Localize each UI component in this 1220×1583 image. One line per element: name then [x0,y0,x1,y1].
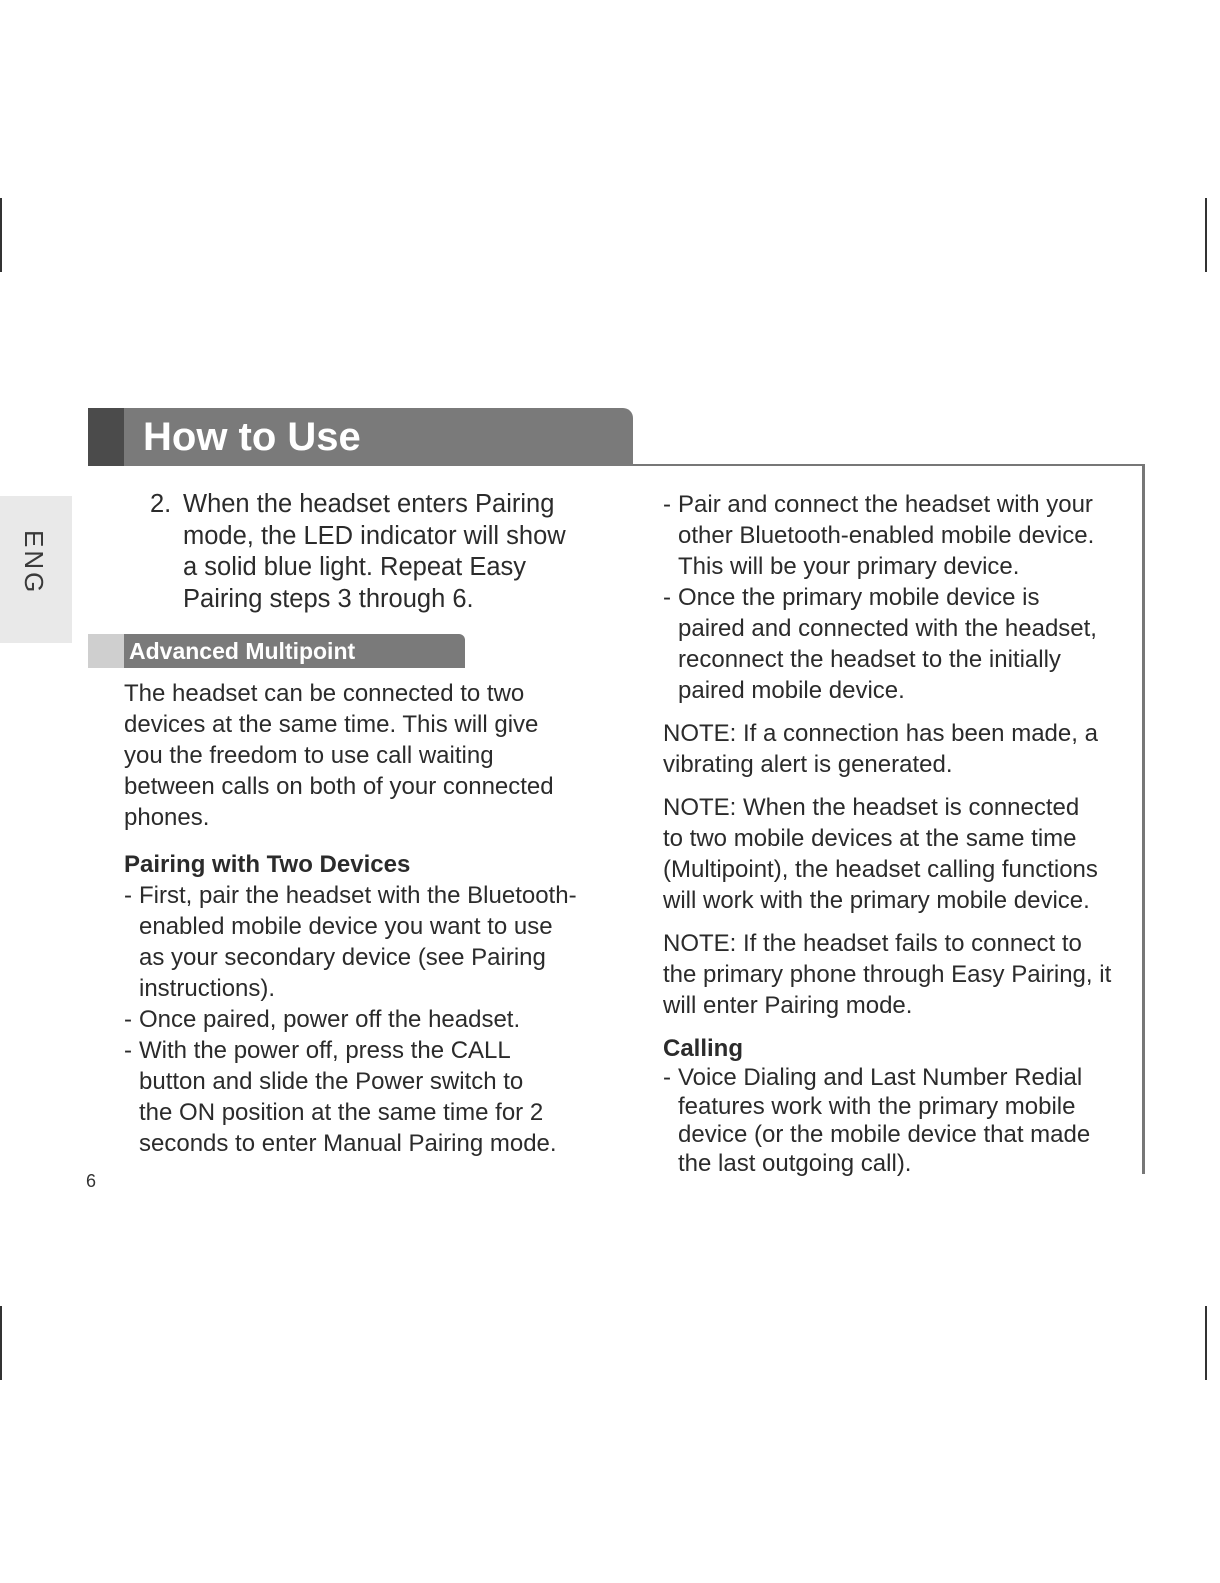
step-line: Pairing steps 3 through 6. [183,584,474,613]
crop-mark-top-right [1205,198,1207,272]
crop-mark-top-left [0,198,2,272]
title-bar-accent [88,408,126,466]
list-line: This will be your primary device. [678,553,1020,580]
pairing-section [124,849,594,1159]
list-line: First, pair the headset with the Bluetooth- [139,882,577,909]
list-line: seconds to enter Manual Pairing mode. [139,1130,557,1157]
intro-paragraph [124,678,564,833]
crop-mark-bottom-left [0,1306,2,1380]
intro-line: The headset can be connected to two [124,680,525,707]
list-item [124,1004,594,1035]
step-line: When the headset enters Pairing [183,490,555,518]
language-label: ENG [19,530,49,596]
list-item [663,582,1133,706]
list-line: Once the primary mobile device is [678,584,1040,611]
right-column [663,489,1133,1178]
list-line: as your secondary device (see Pairing [139,944,546,971]
step-line: mode, the LED indicator will show [183,521,566,550]
note-line: (Multipoint), the headset calling functions [663,856,1098,883]
list-item [663,1064,1133,1178]
step-line: a solid blue light. Repeat Easy [183,553,527,581]
note-line: vibrating alert is generated. [663,751,953,778]
dash-bullet: - [663,584,671,611]
note-line: the primary phone through Easy Pairing, it [663,961,1112,988]
list-item [124,1035,594,1159]
list-line: the ON position at the same time for 2 [139,1099,544,1126]
list-line: enabled mobile device you want to use [139,913,553,940]
step-item [150,489,623,615]
dash-bullet: - [663,491,671,518]
list-line: paired mobile device. [678,677,905,704]
list-line: Voice Dialing and Last Number Redial [678,1064,1083,1091]
note-line: NOTE: If a connection has been made, a [663,720,1098,747]
note-easy-pairing-fail [663,928,1133,1021]
intro-line: phones. [124,804,210,831]
note-multipoint [663,792,1133,916]
dash-bullet: - [663,1064,671,1091]
list-line: Once paired, power off the headset. [139,1006,521,1033]
list-line: device (or the mobile device that made [678,1121,1091,1148]
list-line: features work with the primary mobile [678,1092,1076,1120]
list-line: instructions). [139,975,276,1002]
step-number: 2. [150,490,172,518]
dash-bullet: - [124,882,132,909]
list-line: the last outgoing call). [678,1149,912,1177]
note-line: NOTE: If the headset fails to connect to [663,930,1082,957]
note-connection-alert [663,718,1133,780]
subheading-accent [88,634,126,668]
intro-line: between calls on both of your connected [124,773,554,800]
list-item [663,489,1133,582]
list-line: button and slide the Power switch to [139,1068,524,1095]
page-number: 6 [86,1171,97,1191]
note-line: will enter Pairing mode. [663,992,913,1019]
list-item [124,880,594,1004]
list-line: other Bluetooth-enabled mobile device. [678,522,1095,549]
dash-bullet: - [124,1037,132,1064]
dash-bullet: - [124,1006,132,1033]
page-title: How to Use [143,415,361,459]
list-line: With the power off, press the CALL [139,1037,511,1064]
subheading-advanced-multipoint: Advanced Multipoint [129,638,356,664]
frame-rule-top [633,464,1145,466]
list-line: paired and connected with the headset, [678,615,1097,642]
intro-line: you the freedom to use call waiting [124,742,494,769]
pairing-heading: Pairing with Two Devices [124,851,411,878]
intro-line: devices at the same time. This will give [124,711,539,738]
note-line: NOTE: When the headset is connected [663,794,1080,821]
frame-rule-right [1142,464,1145,1174]
list-line: reconnect the headset to the initially [678,646,1061,673]
note-line: will work with the primary mobile device. [663,887,1090,914]
crop-mark-bottom-right [1205,1306,1207,1380]
note-line: to two mobile devices at the same time [663,825,1077,852]
list-line: Pair and connect the headset with your [678,491,1093,518]
calling-heading: Calling [663,1035,744,1062]
